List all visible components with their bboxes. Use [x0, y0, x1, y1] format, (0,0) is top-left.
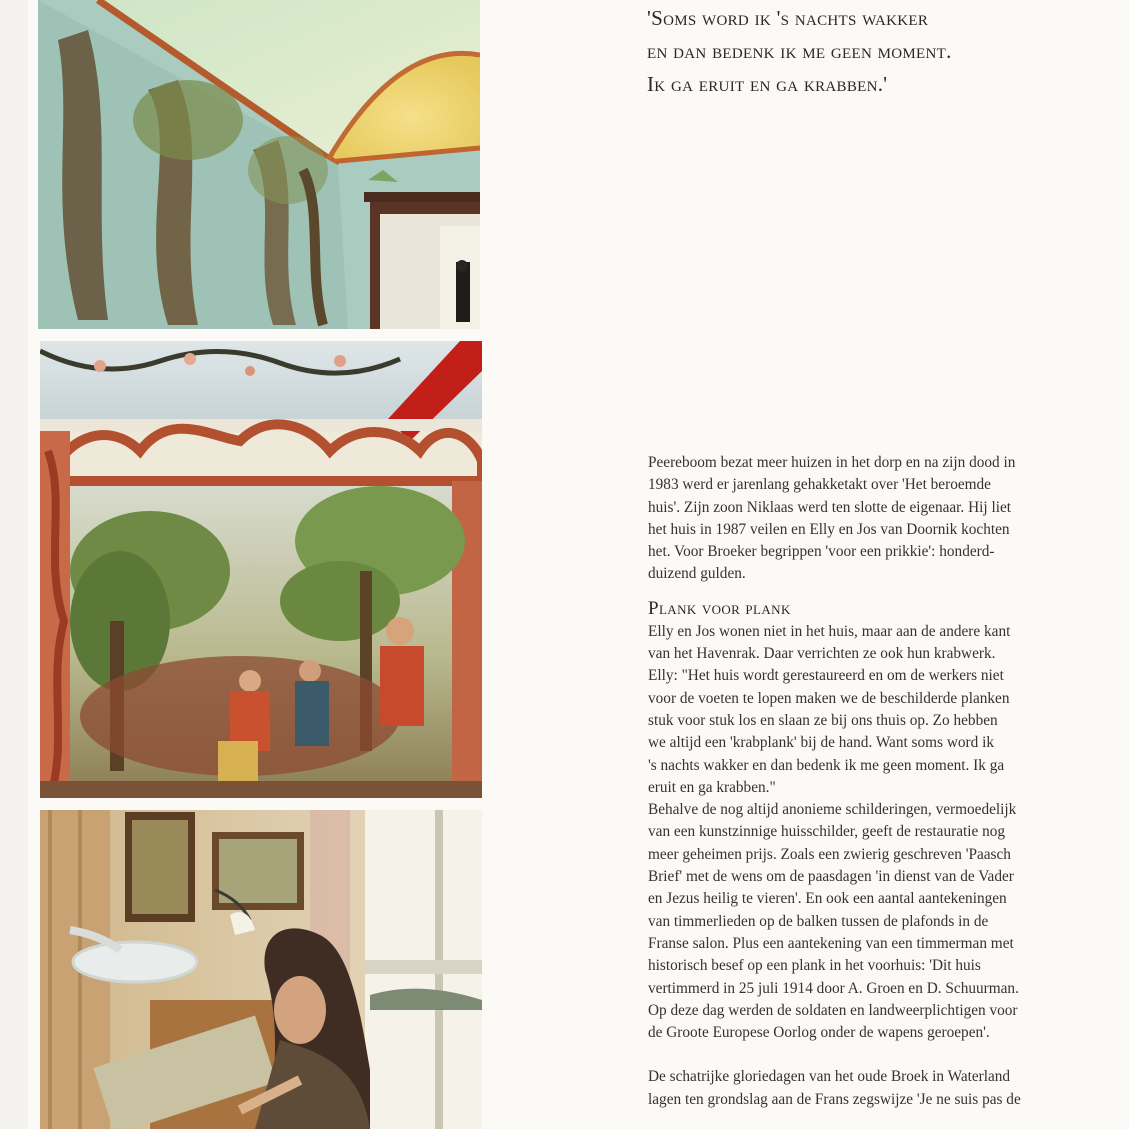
text-line: van het Havenrak. Daar verrichten ze ook hun krabwerk. [648, 645, 996, 663]
text-line: lagen ten grondslag aan de Frans zegswijze 'Je ne suis pas de [648, 1090, 1021, 1108]
photo-painted-panel [40, 341, 482, 798]
quote-line: en dan bedenk ik me geen moment. [647, 39, 952, 63]
text-line: 's nachts wakker en dan bedenk ik me geen moment. Ik ga [648, 756, 1005, 774]
text-line: en Jezus heilig te vieren'. En ook een aantal aantekeningen [648, 890, 1007, 908]
text-line: historisch besef op een plank in het voorhuis: 'Dit huis [648, 957, 981, 975]
text-line: van een kunstzinnige huisschilder, geeft de restauratie nog [648, 823, 1006, 841]
paragraph-intro [648, 452, 1068, 586]
text-line: Op deze dag werden de soldaten en landweerplichtigen voor [648, 1001, 1018, 1019]
text-line: het. Voor Broeker begrippen 'voor een prikkie': honderd- [648, 543, 995, 561]
quote-line: 'Soms word ik 's nachts wakker [647, 6, 929, 30]
text-line: eruit en ga krabben." [648, 778, 776, 796]
text-line: we altijd een 'krabplank' bij de hand. Want soms word ik [648, 734, 994, 752]
text-line: Behalve de nog altijd anonieme schilderingen, vermoedelijk [648, 801, 1017, 819]
photo-woman-scraping [40, 810, 482, 1129]
paragraph-glory-days [648, 1066, 1068, 1111]
text-line: het huis in 1987 veilen en Elly en Jos van Doornik kochten [648, 520, 1010, 538]
text-line: 1983 werd er jarenlang gehakketakt over 'Het beroemde [648, 476, 991, 494]
text-line: huis'. Zijn zoon Niklaas werd ten slotte de eigenaar. Hij liet [648, 498, 1011, 516]
quote-line: Ik ga eruit en ga krabben.' [647, 72, 888, 96]
text-line: stuk voor stuk los en slaan ze bij ons thuis op. Zo hebben [648, 711, 998, 729]
text-line: Elly en Jos wonen niet in het huis, maar aan de andere kant [648, 622, 1011, 640]
text-line: De schatrijke gloriedagen van het oude Broek in Waterland [648, 1068, 1011, 1086]
text-line: voor de voeten te lopen maken we de beschilderde planken [648, 689, 1010, 707]
text-line: duizend gulden. [648, 565, 746, 583]
paragraph-plank [648, 621, 1068, 1045]
text-line: vertimmerd in 25 juli 1914 door A. Groen en D. Schuurman. [648, 979, 1019, 997]
text-line: meer geheimen prijs. Zoals een zwierig geschreven 'Paasch [648, 845, 1011, 863]
pull-quote [647, 2, 1077, 101]
text-line: Elly: "Het huis wordt gerestaureerd en om de werkers niet [648, 667, 1004, 685]
section-heading: Plank voor plank [648, 597, 791, 619]
paragraph-gap [648, 1044, 1068, 1066]
text-line: van timmerlieden op de balken tussen de plafonds in de [648, 912, 989, 930]
article-body [648, 452, 1068, 1111]
text-line: Peereboom bezat meer huizen in het dorp en na zijn dood in [648, 454, 1016, 471]
photo-painted-room [38, 0, 480, 329]
text-line: de Groote Europese Oorlog onder de wapens geroepen'. [648, 1024, 990, 1042]
text-line: Brief' met de wens om de paasdagen 'in dienst van de Vader [648, 868, 1014, 886]
text-line: Franse salon. Plus een aantekening van een timmerman met [648, 934, 1014, 952]
page-edge [0, 0, 28, 1129]
